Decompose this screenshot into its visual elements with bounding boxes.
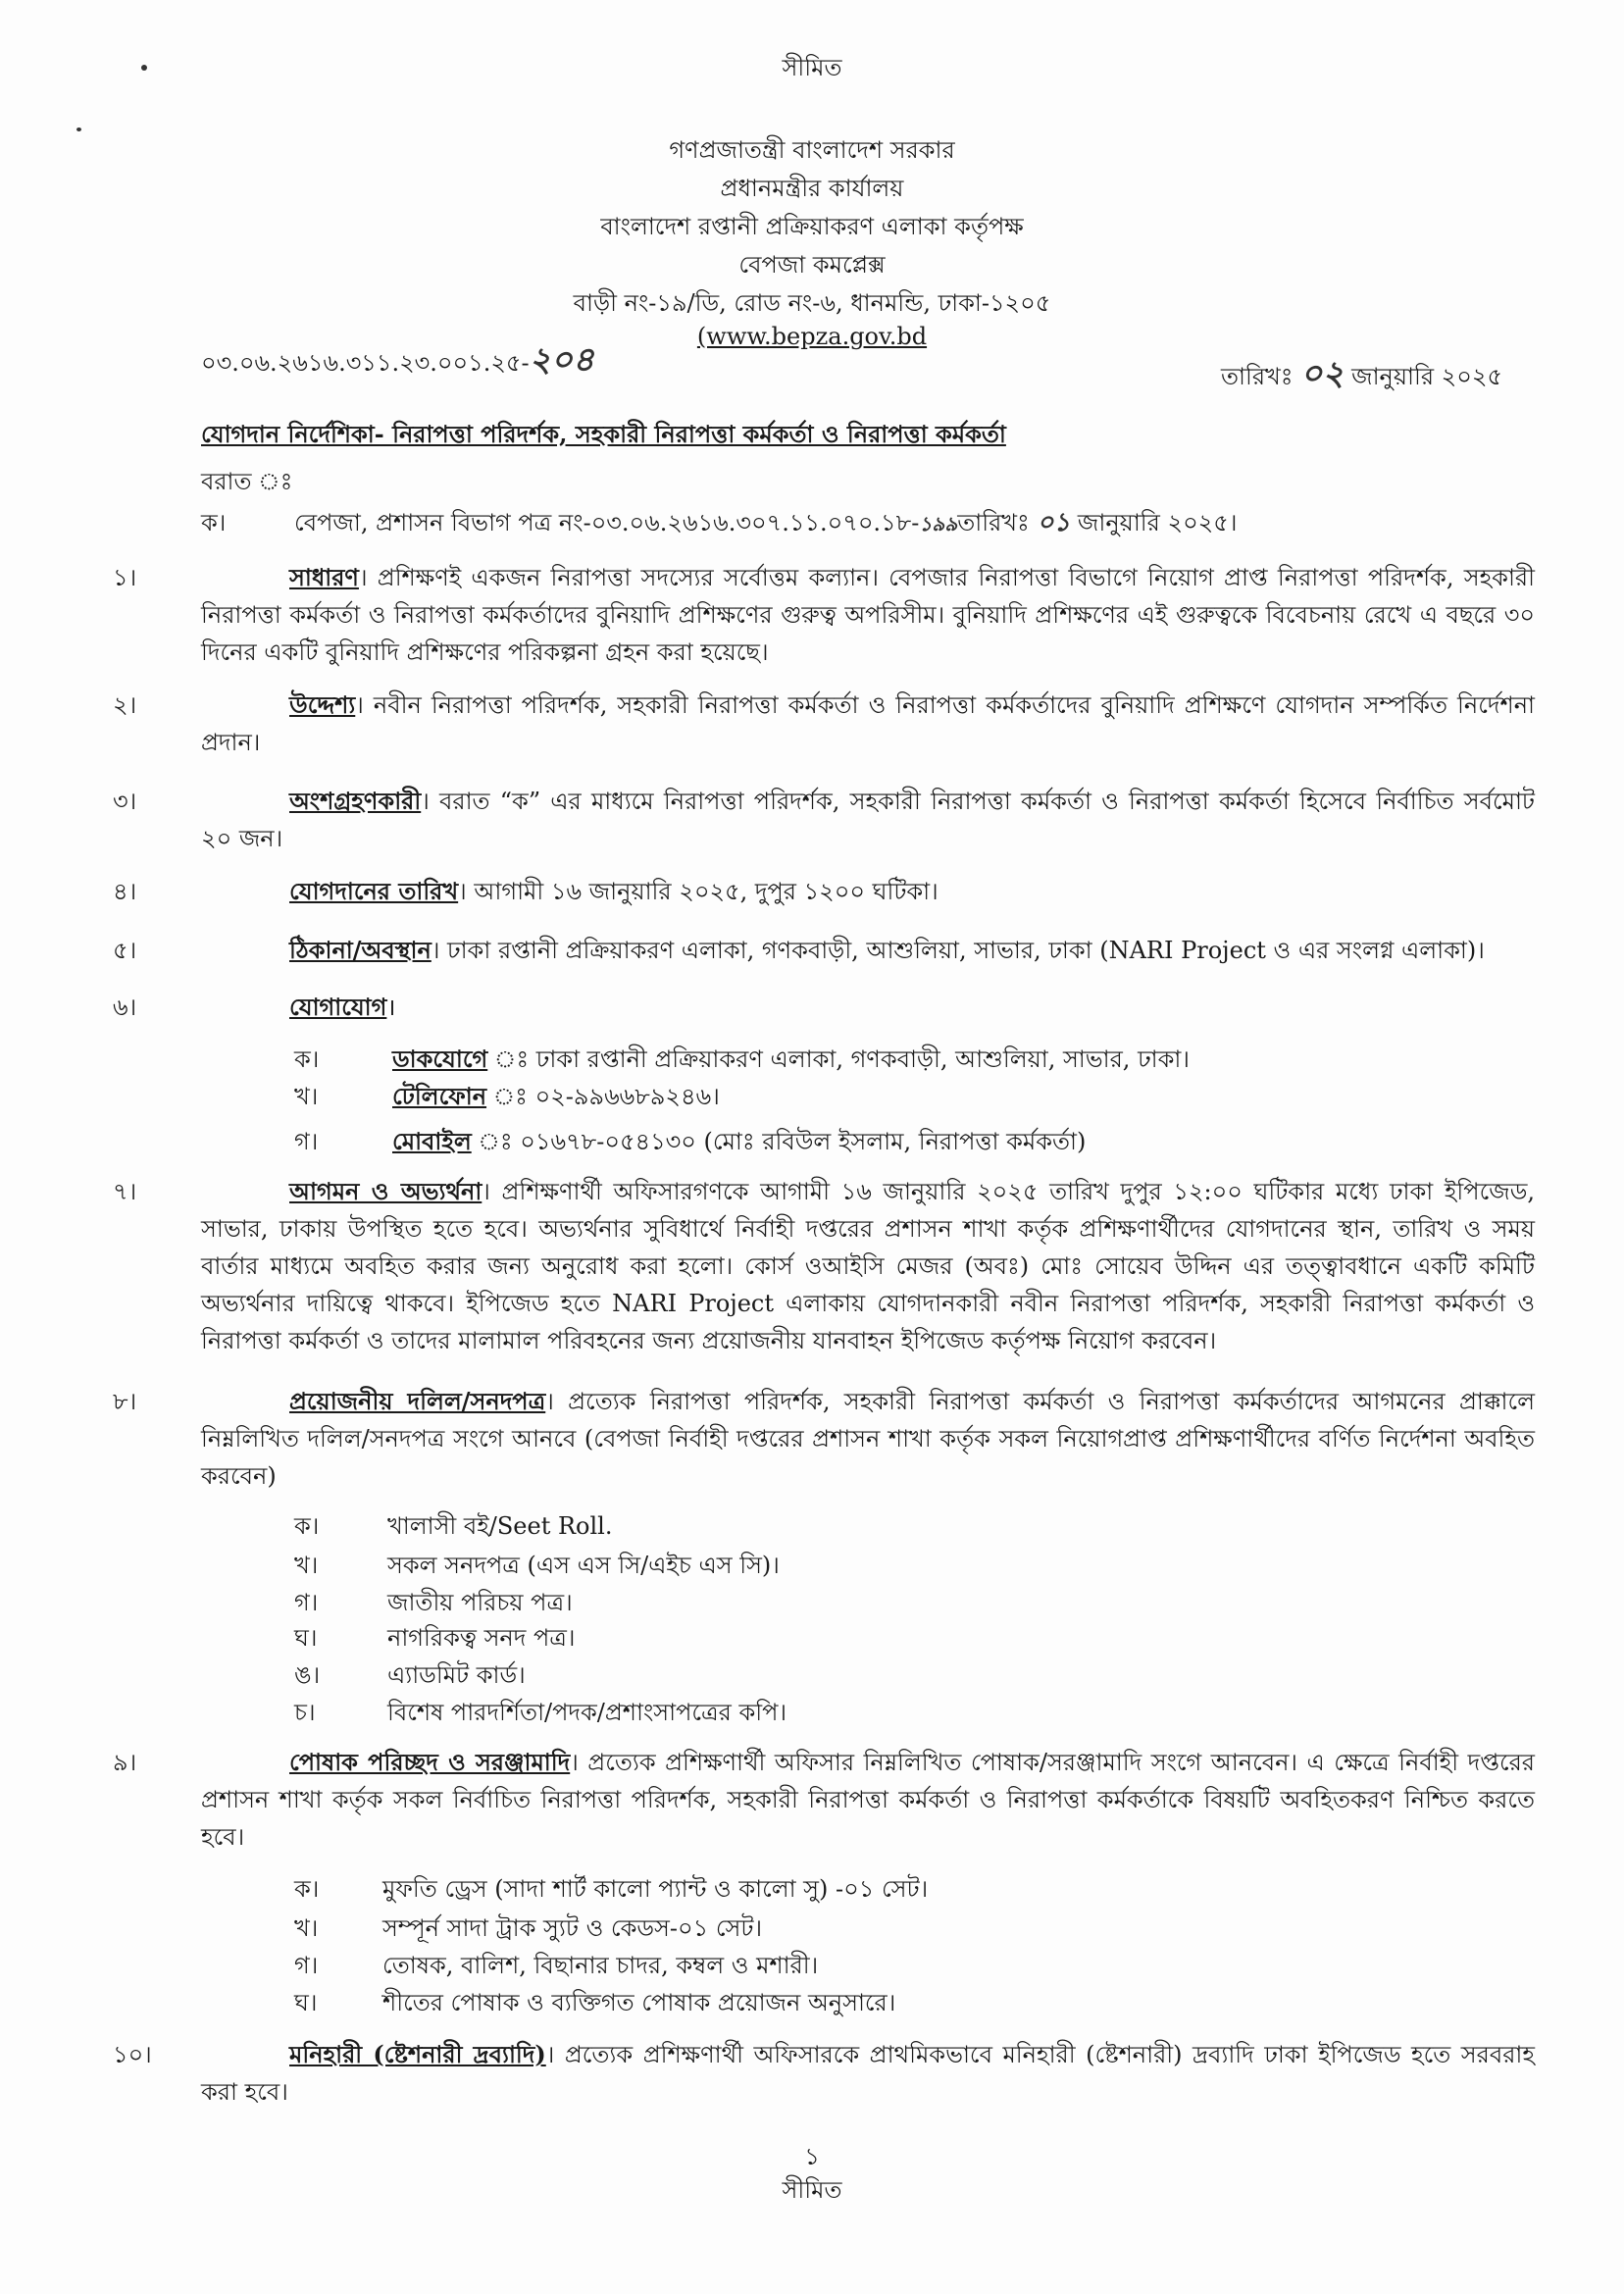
contact-item-mark: গ। xyxy=(294,1128,319,1155)
contact-item-mark: ক। xyxy=(294,1045,320,1073)
reference-handwritten-date: ০১ xyxy=(1037,508,1071,537)
header-website-link[interactable]: (www.bepza.gov.bd xyxy=(696,323,928,350)
classification-bottom: সীমিত xyxy=(782,2176,842,2204)
section-number: ৭। xyxy=(113,1178,137,1205)
classification-top: সীমিত xyxy=(782,54,842,81)
document-item: খালাসী বই/Seet Roll. xyxy=(387,1512,613,1540)
section-address xyxy=(113,932,1535,969)
section-heading: সাধারণ xyxy=(289,563,359,591)
header-line-government: গণপ্রজাতন্ত্রী বাংলাদেশ সরকার xyxy=(669,136,955,164)
document-item-mark: ক। xyxy=(294,1512,320,1540)
section-dress-equipment xyxy=(113,1744,1535,1856)
header-line-address: বাড়ী নং-১৯/ডি, রোড নং-৬, ধানমন্ডি, ঢাকা-১২০৫ xyxy=(573,289,1051,317)
section-body: । প্রত্যেক প্রশিক্ষণার্থী অফিসার নিম্নলিখিত পোষাক/সরঞ্জামাদি সংগে আনবেন। এ ক্ষেত্রে নির্বাহী দপ্তরের প্রশাসন শাখা কর্তৃক সকল নির্বাচিত নিরাপত্তা পরিদর্শক, সহকারী নিরাপত্তা কর্মকর্তা ও নিরাপত্তা কর্মকর্তাকে বিষয়টি অবহিতকরণ নিশ্চিত করতে হবে। xyxy=(201,1749,1535,1851)
header-line-pmo: প্রধানমন্ত্রীর কার্যালয় xyxy=(720,175,904,202)
contact-item-label: ডাকযোগে xyxy=(392,1045,488,1073)
document-item: জাতীয় পরিচয় পত্র। xyxy=(387,1589,573,1616)
contact-item-text: ঃ ০১৬৭৮-০৫৪১৩০ (মোঃ রবিউল ইসলাম, নিরাপত্তা কর্মকর্তা) xyxy=(512,1128,1087,1155)
section-heading: যোগাযোগ xyxy=(289,993,387,1021)
section-body: । নবীন নিরাপত্তা পরিদর্শক, সহকারী নিরাপত্তা কর্মকর্তা ও নিরাপত্তা কর্মকর্তাদের বুনিয়াদি প্রশিক্ষণে যোগদান সম্পর্কিত নির্দেশনা প্রদান। xyxy=(201,691,1535,756)
document-item: এ্যাডমিট কার্ড। xyxy=(387,1661,526,1689)
subject-text: যোগদান নির্দেশিকা- নিরাপত্তা পরিদর্শক, সহকারী নিরাপত্তা কর্মকর্তা ও নিরাপত্তা কর্মকর্তা xyxy=(201,420,1006,448)
document-item: বিশেষ পারদর্শিতা/পদক/প্রশাংসাপত্রের কপি। xyxy=(387,1699,787,1726)
dress-item-mark: গ। xyxy=(294,1952,319,1979)
document-item-mark: ঙ। xyxy=(294,1661,321,1689)
contact-item-mobile xyxy=(392,1124,1086,1163)
section-stationery xyxy=(113,2036,1535,2111)
section-number: ১। xyxy=(113,564,137,591)
section-number: ৩। xyxy=(113,788,137,815)
section-body: । প্রত্যেক প্রশিক্ষণার্থী অফিসারকে প্রাথমিকভাবে মনিহারী (ষ্টেশনারী) দ্রব্যাদি ঢাকা ইপিজেড হতে সরবরাহ করা হবে। xyxy=(201,2041,1535,2106)
contact-item-label: মোবাইল xyxy=(392,1127,472,1155)
dress-item: শীতের পোষাক ও ব্যক্তিগত পোষাক প্রয়োজন অনুসারে। xyxy=(382,1989,896,2016)
section-general xyxy=(113,559,1535,671)
memo-date-handwritten: ০২ xyxy=(1300,354,1345,393)
section-tail: । xyxy=(386,994,396,1021)
contact-item-postal xyxy=(392,1042,1190,1081)
section-heading: যোগদানের তারিখ xyxy=(289,877,459,905)
reference-handwritten-no: ১৯৯ xyxy=(919,512,958,535)
section-body: । ঢাকা রপ্তানী প্রক্রিয়াকরণ এলাকা, গণকবাড়ী, আশুলিয়া, সাভার, ঢাকা (NARI Project ও এর সংলগ্ন এলাকা)। xyxy=(431,937,1485,964)
dress-item: তোষক, বালিশ, বিছানার চাদর, কম্বল ও মশারী। xyxy=(382,1952,819,1979)
document-item-mark: গ। xyxy=(294,1589,319,1616)
section-number: ৯। xyxy=(113,1749,137,1776)
memo-number-handwritten: ২০৪ xyxy=(529,340,594,380)
section-contact xyxy=(113,989,1535,1026)
reference-line xyxy=(294,506,1237,540)
reference-text: বেপজা, প্রশাসন বিভাগ পত্র নং-০৩.০৬.২৬১৬.৩০৭.১১.০৭০.১৮- xyxy=(294,509,920,536)
dress-item-mark: ক। xyxy=(294,1875,320,1903)
section-required-documents xyxy=(113,1383,1535,1495)
section-body: । আগামী ১৬ জানুয়ারি ২০২৫, দুপুর ১২০০ ঘটিকা। xyxy=(458,878,939,905)
memo-date xyxy=(1221,354,1503,393)
contact-item-telephone xyxy=(392,1079,720,1118)
section-body: । প্রশিক্ষণই একজন নিরাপত্তা সদস্যের সর্বোত্তম কল্যান। বেপজার নিরাপত্তা বিভাগে নিয়োগ প্রাপ্ত নিরাপত্তা পরিদর্শক, সহকারী নিরাপত্তা কর্মকর্তা ও নিরাপত্তা কর্মকর্তাদের বুনিয়াদি প্রশিক্ষণের গুরুত্ব অপরিসীম। বুনিয়াদি প্রশিক্ষণের এই গুরুত্বকে বিবেচনায় রেখে এ বছরে ৩০ দিনের একটি বুনিয়াদি প্রশিক্ষণের পরিকল্পনা গ্রহন করা হয়েছে। xyxy=(201,564,1535,666)
section-number: ৪। xyxy=(113,878,137,905)
dress-item-mark: ঘ। xyxy=(294,1989,318,2016)
section-heading: প্রয়োজনীয় দলিল/সনদপত্র xyxy=(289,1387,546,1415)
section-heading: আগমন ও অভ্যর্থনা xyxy=(289,1177,482,1205)
dress-item: মুফতি ড্রেস (সাদা শার্ট কালো প্যান্ট ও কালো সু) -০১ সেট। xyxy=(382,1875,929,1903)
dress-item-mark: খ। xyxy=(294,1914,319,1942)
reference-mark: ক। xyxy=(201,509,227,536)
section-objective xyxy=(113,687,1535,761)
contact-item-text: ঃ ০২-৯৯৬৬৮৯২৪৬। xyxy=(527,1083,720,1110)
contact-item-text: ঃ ঢাকা রপ্তানী প্রক্রিয়াকরণ এলাকা, গণকবাড়ী, আশুলিয়া, সাভার, ঢাকা। xyxy=(529,1045,1190,1073)
memo-date-label: তারিখঃ xyxy=(1221,363,1294,390)
memo-number-printed: ০৩.০৬.২৬১৬.৩১১.২৩.০০১.২৫- xyxy=(201,349,530,377)
reference-label: বরাত ঃ xyxy=(201,468,293,495)
document-item: নাগরিকত্ব সনদ পত্র। xyxy=(387,1624,576,1652)
subject-line xyxy=(201,418,1006,451)
scan-speck xyxy=(76,127,81,131)
section-heading: উদ্দেশ্য xyxy=(289,690,356,719)
page-number: ১ xyxy=(804,2143,820,2170)
document-item-mark: ঘ। xyxy=(294,1624,318,1652)
memo-date-rest: জানুয়ারি ২০২৫ xyxy=(1351,363,1503,390)
document-item-mark: চ। xyxy=(294,1699,316,1726)
section-heading: অংশগ্রহণকারী xyxy=(289,787,422,815)
section-joining-date xyxy=(113,873,1535,910)
document-item-mark: খ। xyxy=(294,1552,319,1579)
section-arrival-reception xyxy=(113,1173,1535,1359)
section-number: ৫। xyxy=(113,937,137,964)
section-heading: পোষাক পরিচ্ছদ ও সরঞ্জামাদি xyxy=(289,1748,571,1776)
section-body: । প্রত্যেক নিরাপত্তা পরিদর্শক, সহকারী নিরাপত্তা কর্মকর্তা ও নিরাপত্তা কর্মকর্তাদের আগমনের প্রাক্কালে নিম্নলিখিত দলিল/সনদপত্র সংগে আনবে (বেপজা নির্বাহী দপ্তরের প্রশাসন শাখা কর্তৃক সকল নিয়োগপ্রাপ্ত প্রশিক্ষণার্থীদের বর্ণিত নির্দেশনা অবহিত করবেন) xyxy=(201,1388,1535,1490)
memo-number xyxy=(201,340,594,380)
section-participants xyxy=(113,783,1535,857)
section-number: ২। xyxy=(113,691,137,719)
header-line-bepza: বাংলাদেশ রপ্তানী প্রক্রিয়াকরণ এলাকা কর্তৃপক্ষ xyxy=(600,213,1024,240)
contact-item-mark: খ। xyxy=(294,1083,319,1110)
header-line-complex: বেপজা কমপ্লেক্স xyxy=(738,251,886,279)
reference-date-label: তারিখঃ xyxy=(957,509,1030,536)
reference-date-rest: জানুয়ারি ২০২৫। xyxy=(1077,509,1238,536)
section-body: । প্রশিক্ষণার্থী অফিসারগণকে আগামী ১৬ জানুয়ারি ২০২৫ তারিখ দুপুর ১২:০০ ঘটিকার মধ্যে ঢাকা ইপিজেড, সাভার, ঢাকায় উপস্থিত হতে হবে। অভ্যর্থনার সুবিধার্থে নির্বাহী দপ্তরের প্রশাসন শাখা কর্তৃক প্রশিক্ষণার্থীদের যোগদানের স্থান, তারিখ ও সময় বার্তার মাধ্যমে অবহিত করার জন্য অনুরোধ করা হলো। কোর্স ওআইসি মেজর (অবঃ) মোঃ সোয়েব উদ্দিন এর তত্ত্বাবধানে একটি কমিটি অভ্যর্থনার দায়িত্বে থাকবে। ইপিজেড হতে NARI Project এলাকায় যোগদানকারী নবীন নিরাপত্তা পরিদর্শক, সহকারী নিরাপত্তা কর্মকর্তা ও নিরাপত্তা কর্মকর্তা ও তাদের মালামাল পরিবহনের জন্য প্রয়োজনীয় যানবাহন ইপিজেড কর্তৃপক্ষ নিয়োগ করবেন। xyxy=(201,1178,1535,1354)
section-heading: মনিহারী (ষ্টেশনারী দ্রব্যাদি) xyxy=(289,2040,546,2068)
section-body: । বরাত “ক” এর মাধ্যমে নিরাপত্তা পরিদর্শক, সহকারী নিরাপত্তা কর্মকর্তা ও নিরাপত্তা কর্মকর্তা হিসেবে নির্বাচিত সর্বমোট ২০ জন। xyxy=(201,788,1535,852)
section-heading: ঠিকানা/অবস্থান xyxy=(289,936,431,964)
dress-item: সম্পূর্ন সাদা ট্রাক স্যুট ও কেডস-০১ সেট। xyxy=(382,1914,763,1942)
section-number: ১০। xyxy=(113,2041,152,2068)
contact-item-label: টেলিফোন xyxy=(392,1082,487,1110)
section-number: ৬। xyxy=(113,994,137,1021)
section-number: ৮। xyxy=(113,1388,137,1415)
document-item: সকল সনদপত্র (এস এস সি/এইচ এস সি)। xyxy=(387,1552,780,1579)
